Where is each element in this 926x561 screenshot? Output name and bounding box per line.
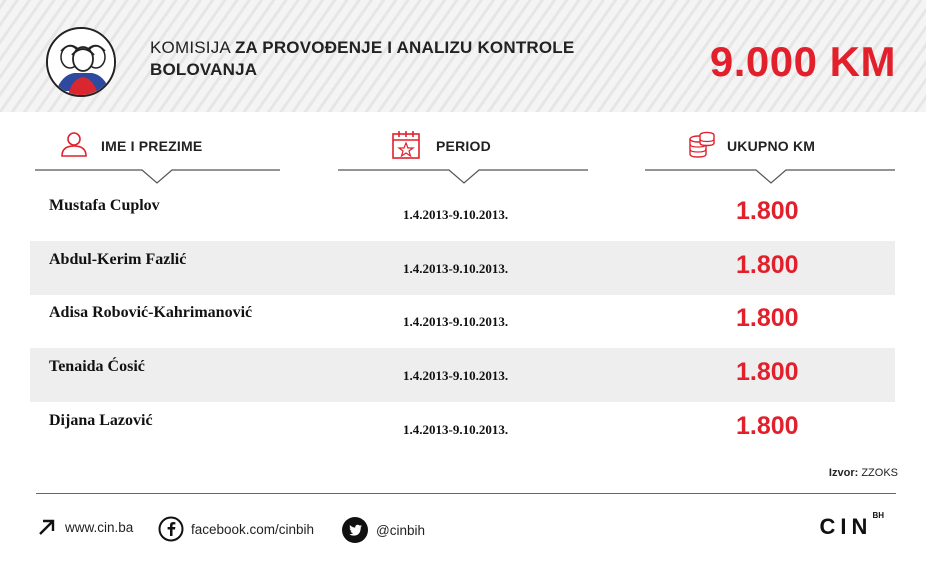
member-amount: 1.800 <box>736 197 799 225</box>
member-name: Dijana Lazović <box>49 412 153 429</box>
member-amount: 1.800 <box>736 358 799 386</box>
member-name: Adisa Robović-Kahrimanović <box>49 304 253 321</box>
column-header-period <box>338 130 588 184</box>
calendar-icon <box>391 130 421 160</box>
logo-mark: BH <box>872 510 884 520</box>
title-main: ZA PROVOĐENJE I ANALIZU KONTROLE BOLOVANJA <box>150 38 575 79</box>
total-amount: 9.000 KM <box>709 38 896 85</box>
table-row <box>30 348 895 402</box>
member-name: Mustafa Cuplov <box>49 197 160 214</box>
member-period: 1.4.2013-9.10.2013. <box>403 368 509 383</box>
source-value: ZZOKS <box>861 467 898 479</box>
coins-icon <box>687 130 717 160</box>
column-divider <box>338 168 588 184</box>
source-label: Izvor: <box>828 467 859 479</box>
column-label-total: UKUPNO KM <box>727 138 816 154</box>
column-label-name: IME I PREZIME <box>101 138 203 154</box>
member-amount: 1.800 <box>736 251 799 279</box>
table-row <box>30 402 895 456</box>
column-header-name <box>35 130 280 184</box>
website-link[interactable] <box>36 516 133 538</box>
title-prefix: KOMISIJA <box>150 38 235 57</box>
arrow-up-right-icon <box>36 516 58 538</box>
facebook-link[interactable] <box>158 516 314 542</box>
footer <box>0 510 926 550</box>
column-divider <box>35 168 280 184</box>
column-header-total <box>645 130 895 184</box>
website-text: www.cin.ba <box>65 519 134 535</box>
member-period: 1.4.2013-9.10.2013. <box>403 314 509 329</box>
column-divider <box>645 168 895 184</box>
footer-divider <box>36 493 896 494</box>
facebook-icon <box>158 516 184 542</box>
person-icon <box>60 130 88 158</box>
cin-logo <box>819 510 884 540</box>
member-name: Abdul-Kerim Fazlić <box>49 251 187 268</box>
source-note <box>829 467 898 479</box>
member-amount: 1.800 <box>736 412 799 440</box>
twitter-text: @cinbih <box>376 522 425 538</box>
table-row <box>30 187 895 241</box>
member-name: Tenaida Ćosić <box>49 358 145 375</box>
member-period: 1.4.2013-9.10.2013. <box>403 207 509 222</box>
table-row <box>30 241 895 295</box>
logo-text: CIN <box>819 514 873 539</box>
twitter-icon <box>341 516 369 544</box>
member-period: 1.4.2013-9.10.2013. <box>403 261 509 276</box>
column-label-period: PERIOD <box>436 138 491 154</box>
table-row <box>30 294 895 348</box>
member-period: 1.4.2013-9.10.2013. <box>403 422 509 437</box>
women-illustration-icon <box>46 27 116 97</box>
header-banner <box>0 0 926 112</box>
page-title <box>150 37 650 81</box>
twitter-link[interactable] <box>341 516 425 544</box>
facebook-text: facebook.com/cinbih <box>191 521 315 537</box>
member-amount: 1.800 <box>736 304 799 332</box>
